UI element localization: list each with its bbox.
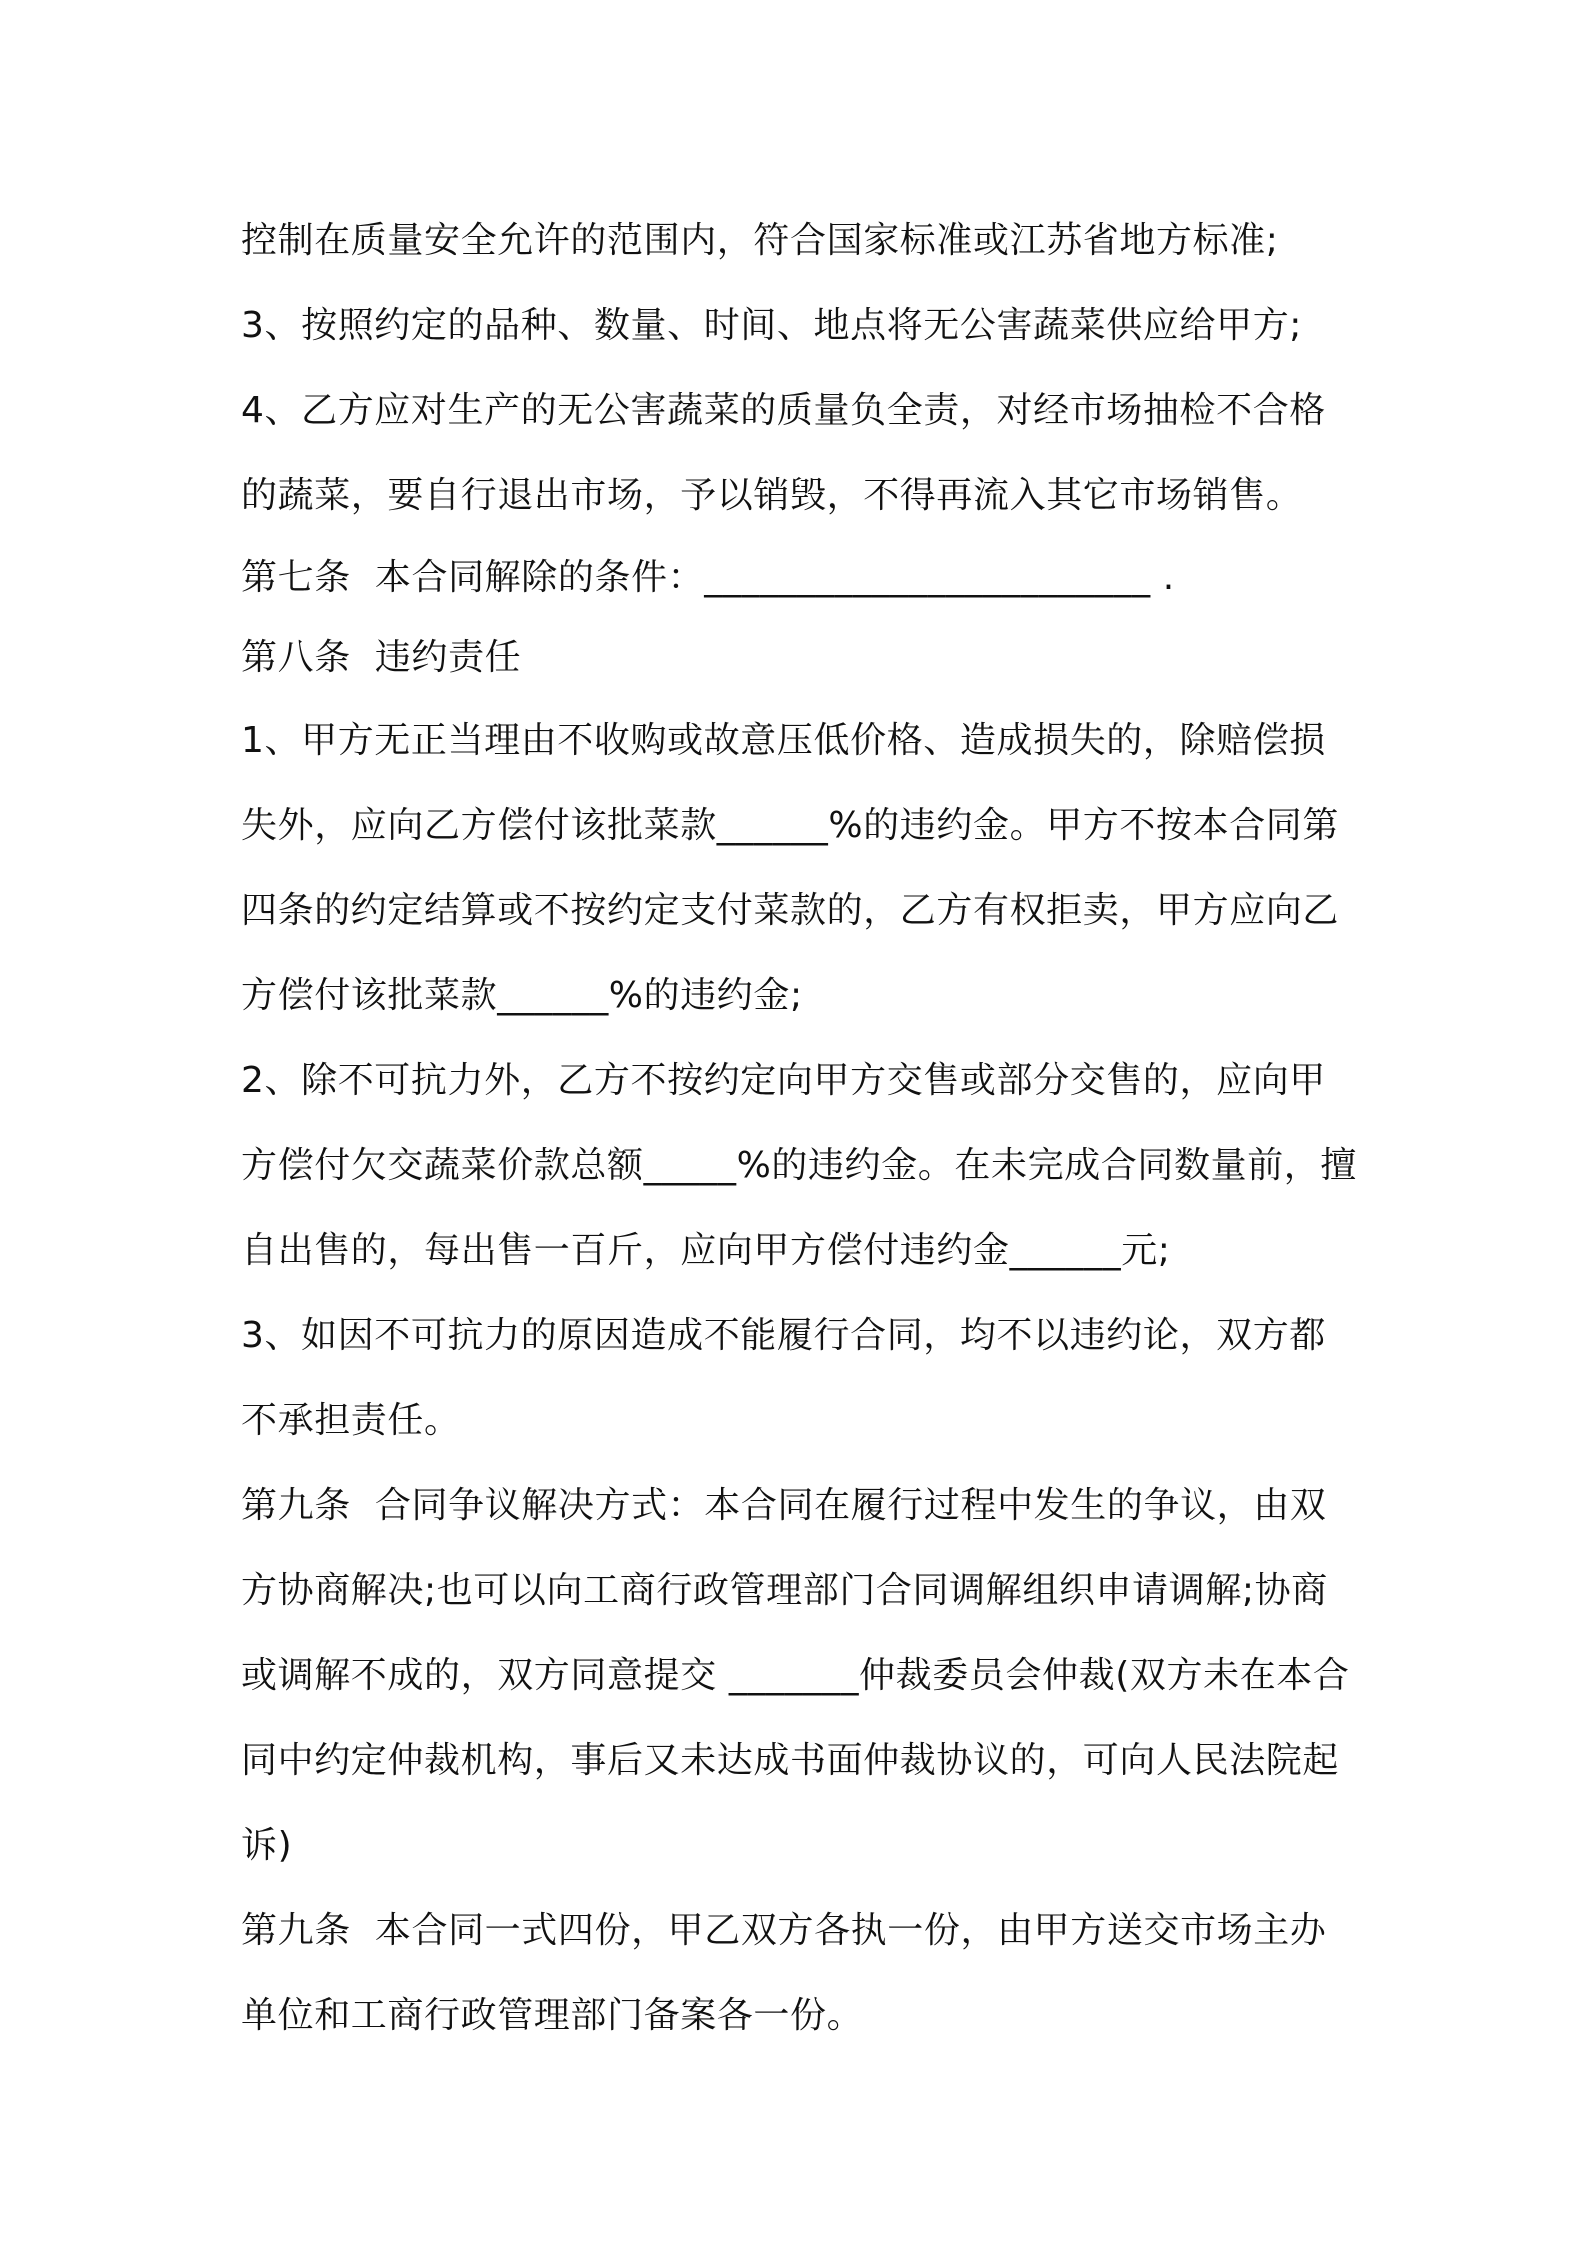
article-8-heading: 第八条 违约责任	[241, 637, 522, 678]
paragraph-quality-standard: 控制在质量安全允许的范围内，符合国家标准或江苏省地方标准;	[241, 220, 1279, 261]
article-9-copies: 第九条 本合同一式四份，甲乙双方各执一份，由甲方送交市场主办单位和工商行政管理部门备案各一份。	[241, 1910, 1327, 2036]
liability-item-2: 2、除不可抗力外，乙方不按约定向甲方交售或部分交售的，应向甲方偿付欠交蔬菜价款总额_____%的违约金。在未完成合同数量前，擅自出售的，每出售一百斤，应向甲方偿付违约金______元;	[241, 1060, 1358, 1271]
article-9-dispute-resolution: 第九条 合同争议解决方式：本合同在履行过程中发生的争议，由双方协商解决;也可以向工商行政管理部门合同调解组织申请调解;协商或调解不成的，双方同意提交 _______仲裁委员会仲裁(双方未在本合同中约定仲裁机构，事后又未达成书面仲裁协议的，可向人民法院起诉)	[241, 1485, 1350, 1866]
document-body	[241, 198, 1361, 2058]
paragraph-quality-item-4: 4、乙方应对生产的无公害蔬菜的质量负全责，对经市场抽检不合格的蔬菜，要自行退出市场，予以销毁，不得再流入其它市场销售。	[241, 390, 1326, 516]
liability-item-3: 3、如因不可抗力的原因造成不能履行合同，均不以违约论，双方都不承担责任。	[241, 1315, 1326, 1441]
liability-item-1: 1、甲方无正当理由不收购或故意压低价格、造成损失的，除赔偿损失外，应向乙方偿付该批菜款______%的违约金。甲方不按本合同第四条的约定结算或不按约定支付菜款的，乙方有权拒卖，甲方应向乙方偿付该批菜款______%的违约金;	[241, 720, 1340, 1016]
paragraph-supply-item-3: 3、按照约定的品种、数量、时间、地点将无公害蔬菜供应给甲方;	[241, 305, 1303, 346]
article-7-termination: 第七条 本合同解除的条件：________________________ .	[241, 557, 1175, 598]
